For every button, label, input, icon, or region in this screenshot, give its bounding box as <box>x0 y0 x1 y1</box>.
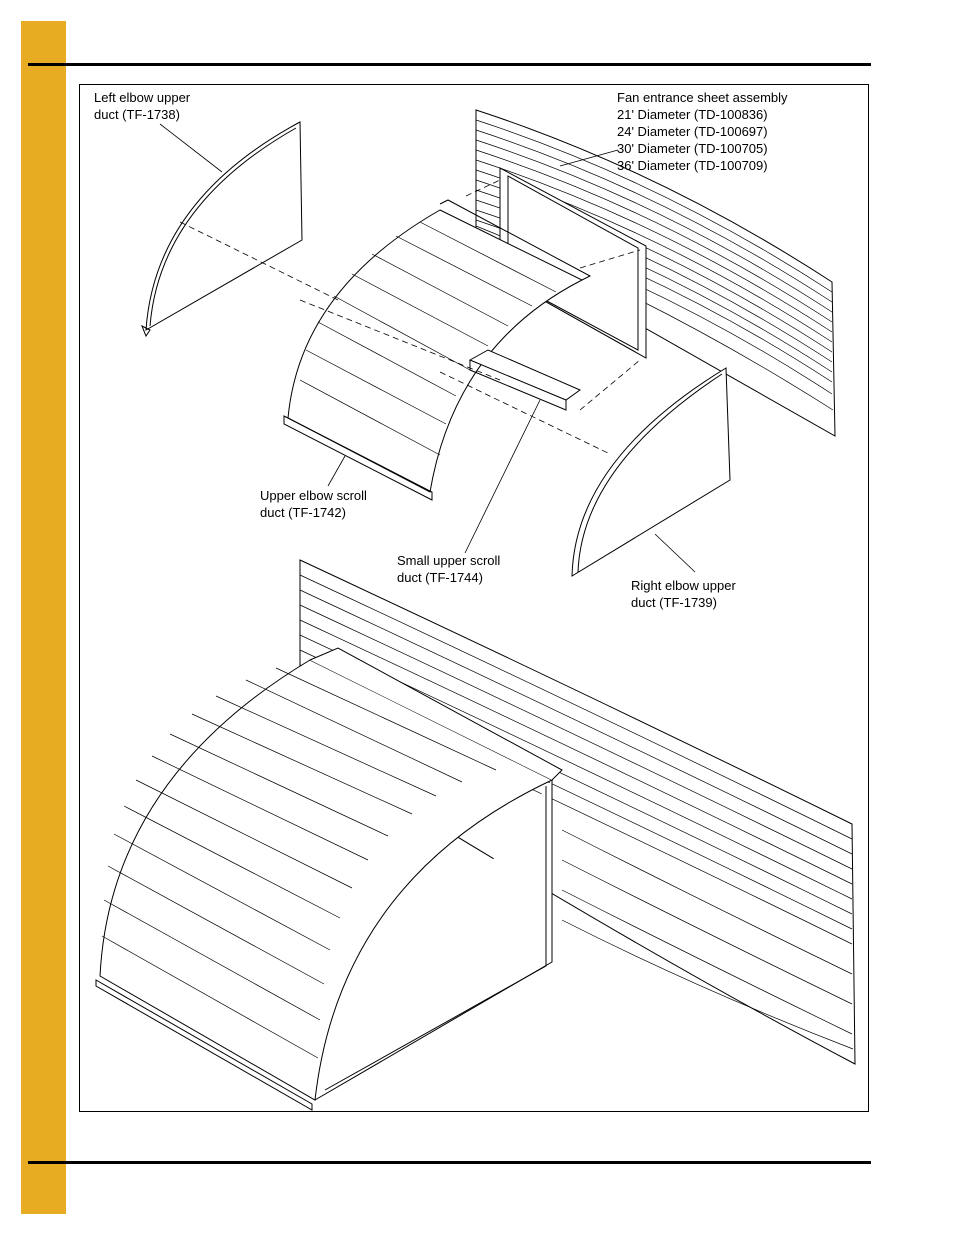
callout-left-elbow-line2: duct (TF-1738) <box>94 107 180 122</box>
callout-upper-scroll-line2: duct (TF-1742) <box>260 505 346 520</box>
callout-right-elbow-line1: Right elbow upper <box>631 578 736 593</box>
callout-small-scroll-line1: Small upper scroll <box>397 553 501 568</box>
callout-fan-entrance <box>617 89 788 174</box>
callout-upper-scroll <box>260 487 367 521</box>
callout-upper-scroll-line1: Upper elbow scroll <box>260 488 367 503</box>
left-elbow-upper-duct <box>142 122 302 336</box>
scroll-duct-assembled <box>96 648 562 1110</box>
callout-fan-entrance-item: 30' Diameter (TD-100705) <box>617 141 768 156</box>
callout-right-elbow-line2: duct (TF-1739) <box>631 595 717 610</box>
callout-right-elbow <box>631 577 736 611</box>
callout-small-scroll <box>397 552 500 586</box>
callout-fan-entrance-item: 21' Diameter (TD-100836) <box>617 107 768 122</box>
small-upper-scroll-duct <box>470 350 580 410</box>
callout-left-elbow-line1: Left elbow upper <box>94 90 191 105</box>
right-elbow-upper-duct <box>572 368 730 576</box>
callout-left-elbow <box>94 89 190 123</box>
callout-fan-entrance-title: Fan entrance sheet assembly <box>617 90 788 105</box>
callout-fan-entrance-item: 24' Diameter (TD-100697) <box>617 124 768 139</box>
callout-small-scroll-line2: duct (TF-1744) <box>397 570 483 585</box>
callout-fan-entrance-item: 36' Diameter (TD-100709) <box>617 158 768 173</box>
